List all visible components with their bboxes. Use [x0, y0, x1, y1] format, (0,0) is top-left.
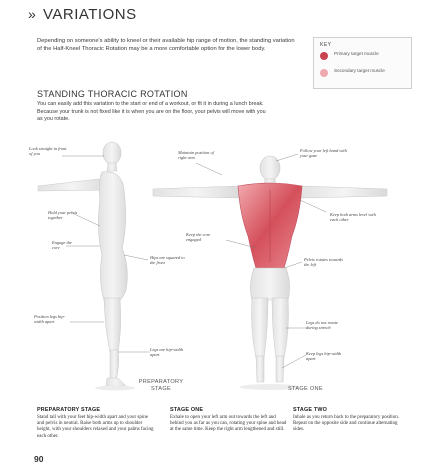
annotation-follow-hand: Follow your left hand with your gaze	[300, 148, 347, 159]
chevron-icon: »	[28, 6, 37, 22]
step-text: Inhale as you return back to the preparatory position. Repeat on the opposite side and continue alternating sides.	[293, 415, 399, 433]
page-title: VARIATIONS	[42, 6, 137, 23]
annotation-maintain-position: Maintain position of right arm	[178, 150, 214, 161]
step-title: PREPARATORY STAGE	[37, 407, 101, 413]
caption-stage-one: STAGE ONE	[288, 386, 323, 392]
subsection-text: You can easily add this variation to the start or end of a workout, or fit it in during a lunch break. Because your trunk is not fixed like it is when you are on the floor, your pelvis will move with you as you rotate.	[37, 101, 266, 122]
annotation-pelvis-rotates: Pelvis rotates towards the left	[304, 257, 343, 268]
annotation-engage-core: Engage the core	[52, 240, 72, 251]
step-text: Exhale to open your left arm out towards the left and behind you as far as you can, rotating your spine and head at the same time. Keep the right arm lengthened and still.	[170, 415, 287, 433]
step-title: STAGE TWO	[293, 407, 328, 413]
annotation-keep-core: Keep the core engaged	[186, 232, 211, 243]
page-number: 90	[34, 454, 44, 464]
annotation-look-straight: Look straight in front of you	[29, 146, 67, 157]
preparatory-figure	[38, 142, 135, 391]
intro-paragraph: Depending on someone's ability to kneel or their available hip range of motion, the standing variation of the Half-Kneel Thoracic Rotation may be a more comfortable option for the lower body.	[37, 38, 295, 53]
step-column-stage-one	[170, 407, 288, 434]
annotation-keep-legs: Keep legs hip-width apart	[306, 351, 342, 362]
stage-one-figure	[153, 156, 387, 390]
annotation-hold-pelvis: Hold your pelvis together	[48, 210, 78, 221]
annotation-legs-not-rotate: Legs do not rotate during stretch	[306, 320, 338, 331]
caption-preparatory: PREPARATORY STAGE	[138, 379, 184, 392]
step-text: Stand tall with your feet hip-width apart and your spine and pelvis in neutral. Raise both arms up to shoulder height, with your shoulders relaxed and your palms facing each other.	[37, 415, 154, 439]
key-item-label: Secondary target muscle	[334, 68, 385, 73]
annotation-keep-arms-level: Keep both arms level with each other	[330, 212, 376, 223]
subsection-title: STANDING THORACIC ROTATION	[37, 89, 188, 99]
key-item-label: Primary target muscle	[334, 51, 379, 56]
annotation-legs-hip-width: Legs are hip-width apart	[150, 347, 184, 358]
annotation-position-legs: Position legs hip-width apart	[34, 314, 65, 325]
key-title: KEY	[320, 42, 332, 48]
step-column-stage-two	[293, 407, 405, 434]
step-title: STAGE ONE	[170, 407, 204, 413]
annotation-hips-squared: Hips are squared to the front	[150, 255, 185, 266]
step-column-preparatory	[37, 407, 155, 440]
